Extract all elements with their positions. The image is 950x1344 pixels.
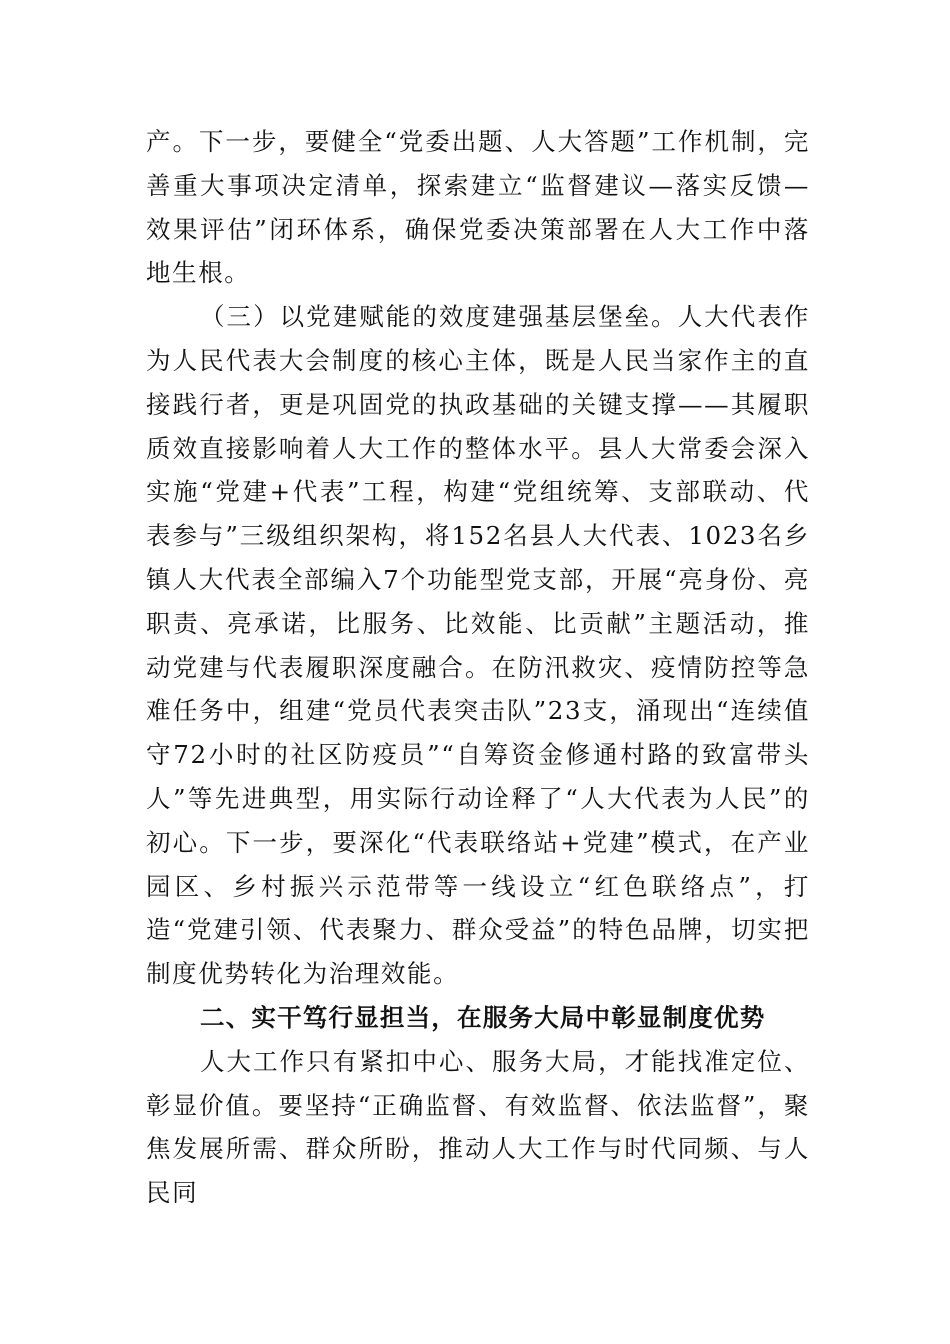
paragraph-continuation: 产。下一步，要健全“党委出题、人大答题”工作机制，完善重大事项决定清单，探索建立“监督建议—落实反馈—效果评估”闭环体系，确保党委决策部署在人大工作中落地生根。 — [146, 127, 810, 288]
paragraph-serve-overall-situation: 人大工作只有紧扣中心、服务大局，才能找准定位、彰显价值。要坚持“正确监督、有效监督、依法监督”，聚焦发展所需、群众所盼，推动人大工作与时代同频、与人民同 — [146, 1046, 810, 1208]
section-heading: 二、实干笃行显担当，在服务大局中彰显制度优势 — [200, 1002, 766, 1032]
paragraph-party-building-empowerment: （三）以党建赋能的效度建强基层堡垒。人大代表作为人民代表大会制度的核心主体，既是人民当家作主的直接践行者，更是巩固党的执政基础的关键支撑——其履职质效直接影响着人大工作的整体水平。县人大常委会深入实施“党建+代表”工程，构建“党组统筹、支部联动、代表参与”三级组织架构，将152名县人大代表、1023名乡镇人大代表全部编入7个功能型党支部，开展“亮身份、亮职责、亮承诺，比服务、比效能、比贡献”主题活动，推动党建与代表履职深度融合。在防汛救灾、疫情防控等急难任务中，组建“党员代表突击队”23支，涌现出“连续值守72小时的社区防疫员”“自筹资金修通村路的致富带头人”等先进典型，用实际行动诠释了“人大代表为人民”的初心。下一步，要深化“代表联络站+党建”模式，在产业园区、乡村振兴示范带等一线设立“红色联络点”，打造“党建引领、代表聚力、群众受益”的特色品牌，切实把制度优势转化为治理效能。 — [146, 302, 810, 989]
document-body — [146, 120, 810, 1215]
